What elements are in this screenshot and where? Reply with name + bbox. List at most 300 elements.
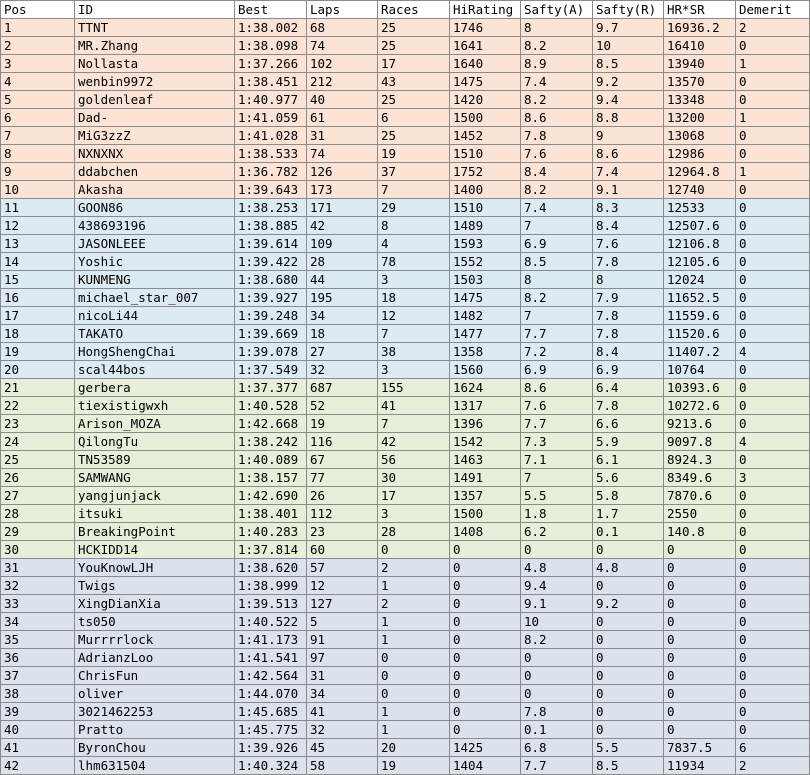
- cell-hr-sr: 12740: [664, 181, 736, 199]
- cell-id: QilongTu: [75, 433, 235, 451]
- cell-hr-sr: 12964.8: [664, 163, 736, 181]
- cell-demerit: 0: [736, 307, 810, 325]
- cell-best: 1:38.533: [235, 145, 307, 163]
- cell-best: 1:39.078: [235, 343, 307, 361]
- cell-safty-a: 4.8: [521, 559, 593, 577]
- cell-pos: 23: [1, 415, 75, 433]
- table-row: [1, 127, 810, 145]
- cell-best: 1:37.814: [235, 541, 307, 559]
- cell-demerit: 0: [736, 199, 810, 217]
- cell-safty-a: 8.2: [521, 289, 593, 307]
- cell-demerit: 1: [736, 109, 810, 127]
- cell-safty-r: 8.4: [593, 217, 664, 235]
- cell-safty-r: 7.9: [593, 289, 664, 307]
- cell-safty-r: 9.2: [593, 73, 664, 91]
- cell-best: 1:41.028: [235, 127, 307, 145]
- cell-safty-a: 1.8: [521, 505, 593, 523]
- cell-id: nicoLi44: [75, 307, 235, 325]
- cell-best: 1:39.513: [235, 595, 307, 613]
- cell-laps: 42: [307, 217, 378, 235]
- cell-races: 6: [378, 109, 450, 127]
- cell-races: 29: [378, 199, 450, 217]
- cell-id: ChrisFun: [75, 667, 235, 685]
- column-header-hirating: HiRating: [450, 1, 521, 19]
- cell-races: 8: [378, 217, 450, 235]
- cell-races: 3: [378, 361, 450, 379]
- cell-races: 37: [378, 163, 450, 181]
- table-row: [1, 703, 810, 721]
- cell-demerit: 0: [736, 487, 810, 505]
- cell-hirating: 1357: [450, 487, 521, 505]
- cell-best: 1:39.643: [235, 181, 307, 199]
- cell-hirating: 0: [450, 703, 521, 721]
- cell-hr-sr: 12105.6: [664, 253, 736, 271]
- cell-id: 438693196: [75, 217, 235, 235]
- table-row: [1, 649, 810, 667]
- cell-laps: 58: [307, 757, 378, 775]
- cell-hirating: 1560: [450, 361, 521, 379]
- table-row: [1, 181, 810, 199]
- cell-laps: 31: [307, 667, 378, 685]
- cell-safty-r: 8.3: [593, 199, 664, 217]
- cell-demerit: 0: [736, 289, 810, 307]
- header-row: [1, 1, 810, 19]
- cell-pos: 18: [1, 325, 75, 343]
- cell-safty-a: 8.4: [521, 163, 593, 181]
- cell-demerit: 0: [736, 595, 810, 613]
- cell-races: 43: [378, 73, 450, 91]
- cell-hr-sr: 12507.6: [664, 217, 736, 235]
- cell-laps: 5: [307, 613, 378, 631]
- cell-pos: 19: [1, 343, 75, 361]
- cell-id: JASONLEEE: [75, 235, 235, 253]
- cell-safty-r: 8.4: [593, 343, 664, 361]
- cell-laps: 19: [307, 415, 378, 433]
- cell-safty-a: 7.7: [521, 757, 593, 775]
- cell-pos: 41: [1, 739, 75, 757]
- table-row: [1, 595, 810, 613]
- cell-safty-a: 9.1: [521, 595, 593, 613]
- cell-best: 1:41.059: [235, 109, 307, 127]
- cell-safty-r: 9.1: [593, 181, 664, 199]
- cell-id: gerbera: [75, 379, 235, 397]
- cell-safty-r: 0.1: [593, 523, 664, 541]
- cell-safty-r: 8.5: [593, 757, 664, 775]
- cell-safty-r: 10: [593, 37, 664, 55]
- cell-best: 1:38.620: [235, 559, 307, 577]
- cell-id: AdrianzLoo: [75, 649, 235, 667]
- cell-laps: 44: [307, 271, 378, 289]
- cell-laps: 74: [307, 145, 378, 163]
- cell-laps: 23: [307, 523, 378, 541]
- cell-safty-a: 6.8: [521, 739, 593, 757]
- cell-best: 1:38.885: [235, 217, 307, 235]
- cell-races: 42: [378, 433, 450, 451]
- cell-hr-sr: 13068: [664, 127, 736, 145]
- cell-pos: 32: [1, 577, 75, 595]
- cell-safty-r: 5.9: [593, 433, 664, 451]
- cell-hirating: 0: [450, 559, 521, 577]
- cell-pos: 8: [1, 145, 75, 163]
- cell-pos: 5: [1, 91, 75, 109]
- table-row: [1, 505, 810, 523]
- cell-hr-sr: 11520.6: [664, 325, 736, 343]
- cell-hr-sr: 0: [664, 559, 736, 577]
- table-row: [1, 451, 810, 469]
- cell-hr-sr: 0: [664, 613, 736, 631]
- cell-best: 1:45.775: [235, 721, 307, 739]
- cell-id: SAMWANG: [75, 469, 235, 487]
- cell-hirating: 0: [450, 613, 521, 631]
- cell-safty-a: 8.2: [521, 631, 593, 649]
- cell-laps: 127: [307, 595, 378, 613]
- cell-best: 1:38.157: [235, 469, 307, 487]
- cell-safty-r: 0: [593, 577, 664, 595]
- cell-demerit: 0: [736, 703, 810, 721]
- cell-races: 0: [378, 667, 450, 685]
- cell-hr-sr: 0: [664, 721, 736, 739]
- cell-id: MR.Zhang: [75, 37, 235, 55]
- cell-safty-a: 7.4: [521, 199, 593, 217]
- cell-safty-a: 8.5: [521, 253, 593, 271]
- cell-hirating: 1475: [450, 73, 521, 91]
- cell-laps: 102: [307, 55, 378, 73]
- cell-best: 1:39.422: [235, 253, 307, 271]
- cell-best: 1:37.266: [235, 55, 307, 73]
- cell-races: 18: [378, 289, 450, 307]
- cell-races: 17: [378, 487, 450, 505]
- cell-hirating: 1500: [450, 505, 521, 523]
- cell-safty-r: 4.8: [593, 559, 664, 577]
- cell-laps: 26: [307, 487, 378, 505]
- cell-demerit: 0: [736, 649, 810, 667]
- table-row: [1, 415, 810, 433]
- cell-hirating: 1510: [450, 145, 521, 163]
- cell-laps: 12: [307, 577, 378, 595]
- cell-demerit: 0: [736, 685, 810, 703]
- cell-races: 1: [378, 613, 450, 631]
- cell-races: 19: [378, 145, 450, 163]
- cell-hirating: 1552: [450, 253, 521, 271]
- cell-races: 1: [378, 577, 450, 595]
- cell-demerit: 0: [736, 235, 810, 253]
- cell-demerit: 0: [736, 127, 810, 145]
- cell-pos: 12: [1, 217, 75, 235]
- cell-pos: 6: [1, 109, 75, 127]
- table-row: [1, 199, 810, 217]
- cell-pos: 15: [1, 271, 75, 289]
- cell-hirating: 1425: [450, 739, 521, 757]
- cell-races: 0: [378, 649, 450, 667]
- cell-safty-a: 7.4: [521, 73, 593, 91]
- cell-id: 3021462253: [75, 703, 235, 721]
- cell-races: 17: [378, 55, 450, 73]
- cell-laps: 28: [307, 253, 378, 271]
- cell-id: Arison_MOZA: [75, 415, 235, 433]
- cell-races: 1: [378, 721, 450, 739]
- cell-laps: 687: [307, 379, 378, 397]
- cell-safty-a: 7.6: [521, 397, 593, 415]
- cell-id: NXNXNX: [75, 145, 235, 163]
- cell-hirating: 1482: [450, 307, 521, 325]
- cell-pos: 26: [1, 469, 75, 487]
- cell-races: 12: [378, 307, 450, 325]
- cell-demerit: 0: [736, 505, 810, 523]
- cell-hr-sr: 7870.6: [664, 487, 736, 505]
- cell-races: 25: [378, 37, 450, 55]
- cell-hirating: 1746: [450, 19, 521, 37]
- cell-hr-sr: 10764: [664, 361, 736, 379]
- cell-races: 25: [378, 127, 450, 145]
- cell-safty-a: 7.3: [521, 433, 593, 451]
- cell-demerit: 0: [736, 451, 810, 469]
- cell-demerit: 2: [736, 757, 810, 775]
- cell-hirating: 1420: [450, 91, 521, 109]
- cell-safty-a: 7: [521, 307, 593, 325]
- cell-demerit: 6: [736, 739, 810, 757]
- cell-safty-r: 1.7: [593, 505, 664, 523]
- cell-safty-a: 8.6: [521, 109, 593, 127]
- cell-best: 1:38.999: [235, 577, 307, 595]
- cell-pos: 14: [1, 253, 75, 271]
- cell-hr-sr: 13570: [664, 73, 736, 91]
- cell-safty-a: 7.7: [521, 325, 593, 343]
- cell-races: 3: [378, 505, 450, 523]
- cell-hirating: 0: [450, 685, 521, 703]
- table-row: [1, 19, 810, 37]
- table-row: [1, 379, 810, 397]
- cell-laps: 61: [307, 109, 378, 127]
- cell-races: 7: [378, 325, 450, 343]
- table-row: [1, 109, 810, 127]
- cell-best: 1:44.070: [235, 685, 307, 703]
- cell-hr-sr: 13200: [664, 109, 736, 127]
- cell-safty-r: 0: [593, 721, 664, 739]
- cell-pos: 31: [1, 559, 75, 577]
- cell-demerit: 0: [736, 397, 810, 415]
- cell-pos: 10: [1, 181, 75, 199]
- cell-races: 41: [378, 397, 450, 415]
- table-row: [1, 721, 810, 739]
- cell-laps: 32: [307, 361, 378, 379]
- cell-laps: 77: [307, 469, 378, 487]
- cell-best: 1:39.248: [235, 307, 307, 325]
- cell-safty-r: 9.4: [593, 91, 664, 109]
- cell-safty-r: 7.4: [593, 163, 664, 181]
- table-row: [1, 757, 810, 775]
- cell-hirating: 1475: [450, 289, 521, 307]
- cell-best: 1:38.242: [235, 433, 307, 451]
- cell-pos: 40: [1, 721, 75, 739]
- column-header-id: ID: [75, 1, 235, 19]
- cell-id: oliver: [75, 685, 235, 703]
- cell-safty-r: 6.9: [593, 361, 664, 379]
- cell-laps: 60: [307, 541, 378, 559]
- cell-hirating: 1317: [450, 397, 521, 415]
- cell-hirating: 1408: [450, 523, 521, 541]
- table-row: [1, 685, 810, 703]
- cell-pos: 37: [1, 667, 75, 685]
- cell-demerit: 0: [736, 253, 810, 271]
- cell-laps: 212: [307, 73, 378, 91]
- cell-safty-r: 8.6: [593, 145, 664, 163]
- cell-best: 1:36.782: [235, 163, 307, 181]
- cell-safty-r: 0: [593, 613, 664, 631]
- cell-hr-sr: 140.8: [664, 523, 736, 541]
- cell-pos: 42: [1, 757, 75, 775]
- cell-best: 1:39.669: [235, 325, 307, 343]
- cell-best: 1:42.690: [235, 487, 307, 505]
- cell-hirating: 1489: [450, 217, 521, 235]
- cell-hirating: 0: [450, 541, 521, 559]
- cell-laps: 171: [307, 199, 378, 217]
- cell-best: 1:45.685: [235, 703, 307, 721]
- cell-laps: 67: [307, 451, 378, 469]
- cell-hirating: 0: [450, 595, 521, 613]
- cell-id: HCKIDD14: [75, 541, 235, 559]
- cell-id: Pratto: [75, 721, 235, 739]
- cell-id: HongShengChai: [75, 343, 235, 361]
- cell-demerit: 0: [736, 559, 810, 577]
- cell-demerit: 0: [736, 631, 810, 649]
- cell-demerit: 0: [736, 721, 810, 739]
- table-row: [1, 631, 810, 649]
- cell-hirating: 1396: [450, 415, 521, 433]
- cell-demerit: 0: [736, 415, 810, 433]
- cell-best: 1:39.926: [235, 739, 307, 757]
- cell-best: 1:37.549: [235, 361, 307, 379]
- cell-hr-sr: 0: [664, 595, 736, 613]
- table-row: [1, 253, 810, 271]
- cell-races: 155: [378, 379, 450, 397]
- cell-hirating: 1491: [450, 469, 521, 487]
- cell-laps: 31: [307, 127, 378, 145]
- cell-pos: 21: [1, 379, 75, 397]
- cell-hirating: 1463: [450, 451, 521, 469]
- cell-hr-sr: 8924.3: [664, 451, 736, 469]
- cell-hirating: 1624: [450, 379, 521, 397]
- table-row: [1, 397, 810, 415]
- cell-demerit: 0: [736, 181, 810, 199]
- cell-best: 1:40.283: [235, 523, 307, 541]
- cell-id: MiG3zzZ: [75, 127, 235, 145]
- cell-safty-a: 7.2: [521, 343, 593, 361]
- cell-safty-a: 8.2: [521, 91, 593, 109]
- cell-best: 1:40.089: [235, 451, 307, 469]
- cell-safty-r: 0: [593, 541, 664, 559]
- column-header-safty-r: Safty(R): [593, 1, 664, 19]
- cell-safty-r: 5.5: [593, 739, 664, 757]
- cell-safty-a: 7.8: [521, 703, 593, 721]
- cell-safty-r: 8.5: [593, 55, 664, 73]
- cell-id: ByronChou: [75, 739, 235, 757]
- cell-id: scal44bos: [75, 361, 235, 379]
- cell-id: Dad-: [75, 109, 235, 127]
- cell-demerit: 0: [736, 73, 810, 91]
- cell-races: 4: [378, 235, 450, 253]
- cell-hirating: 1641: [450, 37, 521, 55]
- cell-id: tiexistigwxh: [75, 397, 235, 415]
- table-row: [1, 523, 810, 541]
- cell-hr-sr: 0: [664, 541, 736, 559]
- cell-id: YouKnowLJH: [75, 559, 235, 577]
- cell-id: Murrrrlock: [75, 631, 235, 649]
- cell-hr-sr: 13348: [664, 91, 736, 109]
- column-header-demerit: Demerit: [736, 1, 810, 19]
- cell-pos: 25: [1, 451, 75, 469]
- cell-laps: 52: [307, 397, 378, 415]
- table-row: [1, 37, 810, 55]
- cell-pos: 24: [1, 433, 75, 451]
- cell-hr-sr: 10393.6: [664, 379, 736, 397]
- cell-best: 1:38.253: [235, 199, 307, 217]
- cell-hirating: 0: [450, 577, 521, 595]
- cell-races: 28: [378, 523, 450, 541]
- table-row: [1, 55, 810, 73]
- cell-hirating: 1593: [450, 235, 521, 253]
- cell-safty-r: 9.2: [593, 595, 664, 613]
- cell-races: 38: [378, 343, 450, 361]
- cell-safty-r: 8.8: [593, 109, 664, 127]
- cell-id: ddabchen: [75, 163, 235, 181]
- cell-safty-a: 9.4: [521, 577, 593, 595]
- cell-races: 7: [378, 415, 450, 433]
- cell-laps: 126: [307, 163, 378, 181]
- table-row: [1, 235, 810, 253]
- cell-laps: 68: [307, 19, 378, 37]
- cell-id: yangjunjack: [75, 487, 235, 505]
- cell-laps: 41: [307, 703, 378, 721]
- table-row: [1, 433, 810, 451]
- cell-hr-sr: 11407.2: [664, 343, 736, 361]
- cell-pos: 22: [1, 397, 75, 415]
- table-row: [1, 469, 810, 487]
- cell-best: 1:37.377: [235, 379, 307, 397]
- cell-hr-sr: 16936.2: [664, 19, 736, 37]
- cell-safty-r: 0: [593, 667, 664, 685]
- table-row: [1, 91, 810, 109]
- cell-hirating: 0: [450, 721, 521, 739]
- cell-pos: 33: [1, 595, 75, 613]
- cell-laps: 57: [307, 559, 378, 577]
- cell-safty-a: 8: [521, 19, 593, 37]
- cell-laps: 97: [307, 649, 378, 667]
- cell-safty-r: 5.6: [593, 469, 664, 487]
- cell-demerit: 0: [736, 271, 810, 289]
- cell-safty-a: 7.7: [521, 415, 593, 433]
- cell-laps: 74: [307, 37, 378, 55]
- cell-safty-a: 7.1: [521, 451, 593, 469]
- cell-laps: 32: [307, 721, 378, 739]
- cell-hirating: 0: [450, 667, 521, 685]
- cell-hr-sr: 0: [664, 685, 736, 703]
- cell-demerit: 0: [736, 145, 810, 163]
- cell-hr-sr: 12533: [664, 199, 736, 217]
- cell-safty-r: 0: [593, 631, 664, 649]
- cell-pos: 27: [1, 487, 75, 505]
- cell-best: 1:42.668: [235, 415, 307, 433]
- cell-safty-a: 7.8: [521, 127, 593, 145]
- cell-best: 1:38.680: [235, 271, 307, 289]
- cell-best: 1:38.098: [235, 37, 307, 55]
- cell-pos: 39: [1, 703, 75, 721]
- cell-id: KUNMENG: [75, 271, 235, 289]
- cell-pos: 30: [1, 541, 75, 559]
- cell-best: 1:40.977: [235, 91, 307, 109]
- cell-races: 56: [378, 451, 450, 469]
- cell-pos: 29: [1, 523, 75, 541]
- cell-hirating: 1510: [450, 199, 521, 217]
